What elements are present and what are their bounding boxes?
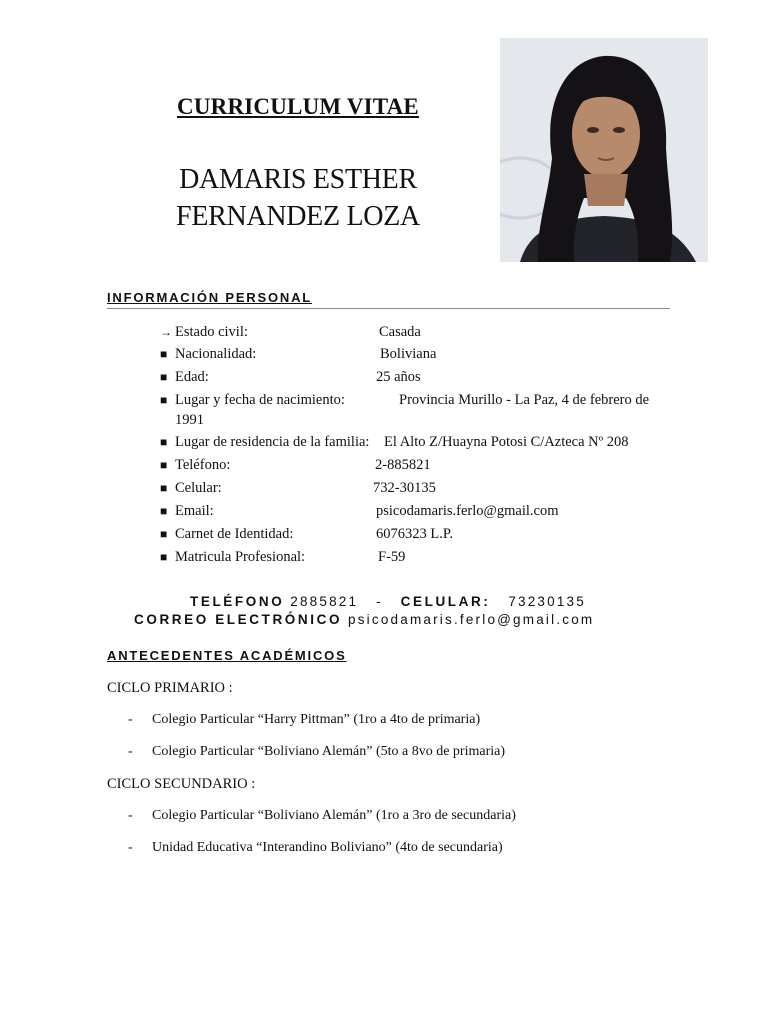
info-row-residence: [160, 434, 670, 451]
contact-phone-line: [190, 594, 586, 609]
education-item-text: Colegio Particular “Boliviano Alemán” (5to a 8vo de primaria): [152, 744, 506, 759]
info-row-phone: [160, 457, 670, 474]
info-label: Nacionalidad:: [175, 346, 257, 362]
info-value-continuation: 1991: [175, 412, 204, 428]
dash-marker: -: [128, 712, 133, 727]
contact-email-line: [134, 612, 594, 627]
info-value: 25 años: [376, 369, 421, 385]
square-bullet-icon: ■: [160, 527, 168, 541]
mobile-label: CELULAR:: [400, 594, 491, 609]
square-bullet-icon: ■: [160, 347, 168, 361]
phone-value: 2885821: [290, 594, 359, 609]
info-label: Estado civil:: [175, 324, 248, 340]
profile-photo: [500, 38, 708, 262]
square-bullet-icon: ■: [160, 504, 168, 518]
education-item-text: Colegio Particular “Boliviano Alemán” (1ro a 3ro de secundaria): [152, 808, 516, 823]
personal-info-heading: INFORMACIÓN PERSONAL: [107, 290, 312, 305]
name-first-line: DAMARIS ESTHER: [179, 164, 417, 195]
phone-label: TELÉFONO: [190, 594, 285, 609]
email-label: CORREO ELECTRÓNICO: [134, 612, 343, 627]
info-value: Casada: [379, 324, 421, 340]
info-row-id-card: [160, 526, 670, 543]
square-bullet-icon: ■: [160, 481, 168, 495]
portrait-photo-icon: [500, 38, 708, 262]
info-label: Lugar de residencia de la familia:: [175, 434, 370, 450]
info-label: Matricula Profesional:: [175, 549, 306, 565]
education-item-text: Colegio Particular “Harry Pittman” (1ro a 4to de primaria): [152, 712, 481, 727]
education-item-text: Unidad Educativa “Interandino Boliviano” (4to de secundaria): [152, 840, 503, 855]
primary-cycle-label: CICLO PRIMARIO :: [107, 680, 233, 696]
info-value: 732-30135: [373, 480, 436, 496]
education-item: [128, 744, 505, 760]
info-value: 6076323 L.P.: [376, 526, 453, 542]
info-value: psicodamaris.ferlo@gmail.com: [376, 503, 559, 519]
info-label: Edad:: [175, 369, 209, 385]
secondary-cycle-label: CICLO SECUNDARIO :: [107, 776, 256, 792]
info-row-age: [160, 369, 670, 386]
document-title: CURRICULUM VITAE: [177, 94, 419, 119]
info-value: Provincia Murillo - La Paz, 4 de febrero de: [399, 392, 650, 408]
info-row-civil-status: [160, 324, 670, 341]
square-bullet-icon: ■: [160, 393, 168, 407]
info-row-mobile: [160, 480, 670, 497]
square-bullet-icon: ■: [160, 458, 168, 472]
mobile-value: 73230135: [508, 594, 586, 609]
square-bullet-icon: ■: [160, 370, 168, 384]
name-second-line: FERNANDEZ LOZA: [176, 201, 420, 232]
info-label: Teléfono:: [175, 457, 231, 473]
info-row-birth: [160, 392, 670, 428]
square-bullet-icon: ■: [160, 435, 168, 449]
info-value: Boliviana: [380, 346, 437, 362]
education-item: [128, 840, 503, 856]
info-label: Celular:: [175, 480, 222, 496]
email-value: psicodamaris.ferlo@gmail.com: [348, 612, 595, 627]
square-bullet-icon: ■: [160, 550, 168, 564]
education-item: [128, 712, 480, 728]
info-row-professional-reg: [160, 549, 670, 566]
education-item: [128, 808, 516, 824]
info-label: Lugar y fecha de nacimiento:: [175, 392, 345, 408]
dash-marker: -: [128, 744, 133, 759]
info-value: 2-885821: [375, 457, 431, 473]
info-label: Email:: [175, 503, 214, 519]
dash-marker: -: [128, 808, 133, 823]
contact-separator: -: [376, 594, 383, 609]
arrow-icon: →: [160, 325, 172, 339]
dash-marker: -: [128, 840, 133, 855]
info-row-nationality: [160, 346, 670, 363]
section-divider: [107, 308, 670, 309]
info-value: El Alto Z/Huayna Potosi C/Azteca Nº 208: [384, 434, 629, 450]
academic-heading: ANTECEDENTES ACADÉMICOS: [107, 648, 347, 663]
info-row-email: [160, 503, 670, 520]
info-label: Carnet de Identidad:: [175, 526, 294, 542]
info-value: F-59: [378, 549, 406, 565]
